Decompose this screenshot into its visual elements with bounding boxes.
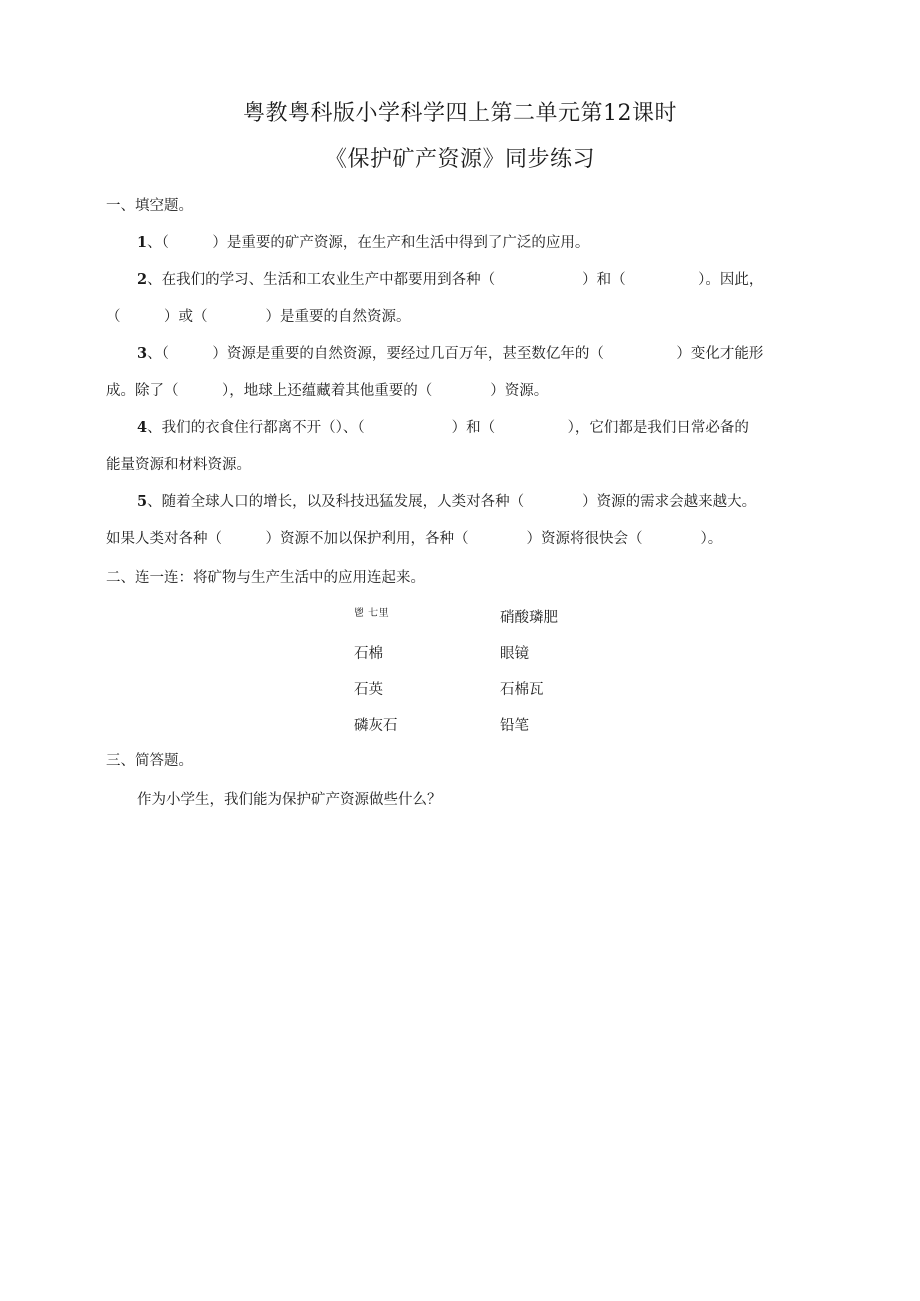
short-answer-question: 作为小学生，我们能为保护矿产资源做些什么？: [137, 792, 442, 808]
question-5-line-2: 如果人类对各种（ ）资源不加以保护利用，各种（ ）资源将很快会（ ）。: [106, 531, 723, 547]
application-item: 眼镜: [500, 646, 529, 662]
question-text: 、我们的衣食住行都离不开（）、（ ）和（ ），它们都是我们日常必备的: [147, 420, 749, 436]
question-2-line-2: （ ）或（ ）是重要的自然资源。: [106, 309, 411, 325]
application-item: 石棉瓦: [500, 682, 544, 698]
question-4-line-2: 能量资源和材料资源。: [106, 457, 251, 473]
question-number: 3: [137, 345, 148, 362]
question-number: 2: [137, 271, 148, 288]
question-3-line-1: [137, 344, 763, 364]
application-item: 硝酸璘肥: [500, 610, 558, 626]
worksheet-title: 粤教粤科版小学科学四上第二单元第12课时: [243, 101, 677, 126]
application-item: 铅笔: [500, 718, 529, 734]
mineral-item: 石棉: [354, 646, 383, 662]
question-number: 4: [137, 419, 148, 436]
worksheet-subtitle: 《保护矿产资源》同步练习: [324, 147, 595, 172]
question-2-line-1: [137, 270, 763, 290]
question-text: 、在我们的学习、生活和工农业生产中都要用到各种（ ）和（ ）。因此，: [147, 272, 764, 288]
mineral-item: 磷灰石: [354, 718, 398, 734]
mineral-item: 石英: [354, 682, 383, 698]
question-text: 、（ ）是重要的矿产资源，在生产和生活中得到了广泛的应用。: [147, 235, 590, 251]
section-matching-heading: 二、连一连：将矿物与生产生活中的应用连起来。: [106, 570, 425, 586]
question-1: [137, 233, 589, 253]
question-5-line-1: [137, 492, 756, 512]
question-3-line-2: 成。除了（ ），地球上还蕴藏着其他重要的（ ）资源。: [106, 383, 549, 399]
question-text: 、（ ）资源是重要的自然资源，要经过几百万年，甚至数亿年的（ ）变化才能形: [147, 346, 764, 362]
section-fill-blank-heading: 一、填空题。: [106, 198, 193, 214]
mineral-item: 鬯 七里: [354, 608, 390, 619]
question-number: 1: [137, 234, 148, 251]
question-4-line-1: [137, 418, 749, 438]
question-text: 、随着全球人口的增长，以及科技迅猛发展，人类对各种（ ）资源的需求会越来越大。: [147, 494, 757, 510]
section-short-answer-heading: 三、简答题。: [106, 753, 193, 769]
question-number: 5: [137, 493, 148, 510]
